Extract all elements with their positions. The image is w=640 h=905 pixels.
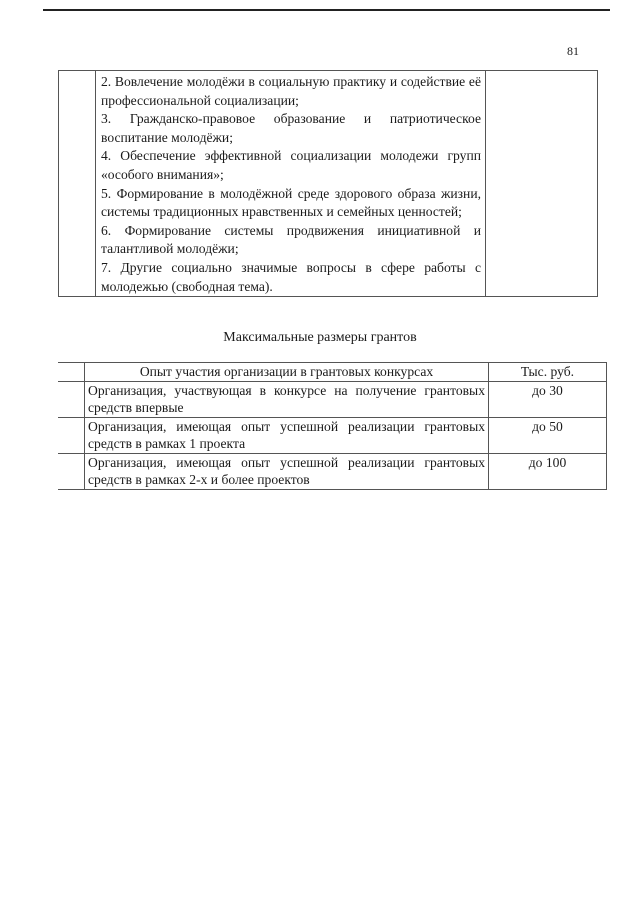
header-experience: Опыт участия организации в грантовых конкурсах xyxy=(85,363,489,382)
grant-amount: до 100 xyxy=(489,454,607,490)
direction-item: 6. Формирование системы продвижения инициативной и талантливой молодёжи; xyxy=(101,222,481,257)
direction-item: 2. Вовлечение молодёжи в социальную практику и содействие её профессиональной социализации; xyxy=(101,74,481,108)
header-amount: Тыс. руб. xyxy=(489,363,607,382)
directions-number-cell xyxy=(59,71,96,297)
page-number: 81 xyxy=(567,44,579,58)
grant-amount: до 30 xyxy=(489,382,607,418)
grant-experience: Организация, имеющая опыт успешной реализации грантовых средств в рамках 2-х и более проектов xyxy=(85,454,489,490)
top-rule xyxy=(43,9,610,11)
directions-table xyxy=(58,70,598,297)
grants-header-row xyxy=(58,363,607,382)
row-number-cell xyxy=(58,454,85,490)
direction-item: 5. Формирование в молодёжной среде здорового образа жизни, системы традиционных нравственных и семейных ценностей; xyxy=(101,185,481,220)
header-number-cell xyxy=(58,363,85,382)
grant-row xyxy=(58,454,607,490)
direction-item: 3. Гражданско-правовое образование и патриотическое воспитание молодёжи; xyxy=(101,111,481,145)
grants-table xyxy=(58,362,607,490)
row-number-cell xyxy=(58,382,85,418)
direction-item: 7. Другие социально значимые вопросы в сфере работы с молодежью (свободная тема). xyxy=(101,259,481,294)
grant-row xyxy=(58,382,607,418)
grants-title: Максимальные размеры грантов xyxy=(223,330,417,345)
grant-row xyxy=(58,418,607,454)
grant-experience: Организация, участвующая в конкурсе на получение грантовых средств впервые xyxy=(85,382,489,418)
directions-row xyxy=(59,71,598,297)
directions-list-cell xyxy=(96,71,486,297)
direction-item: 4. Обеспечение эффективной социализации молодежи групп «особого внимания»; xyxy=(101,148,481,182)
row-number-cell xyxy=(58,418,85,454)
grant-experience: Организация, имеющая опыт успешной реализации грантовых средств в рамках 1 проекта xyxy=(85,418,489,454)
grant-amount: до 50 xyxy=(489,418,607,454)
directions-notes-cell xyxy=(486,71,598,297)
